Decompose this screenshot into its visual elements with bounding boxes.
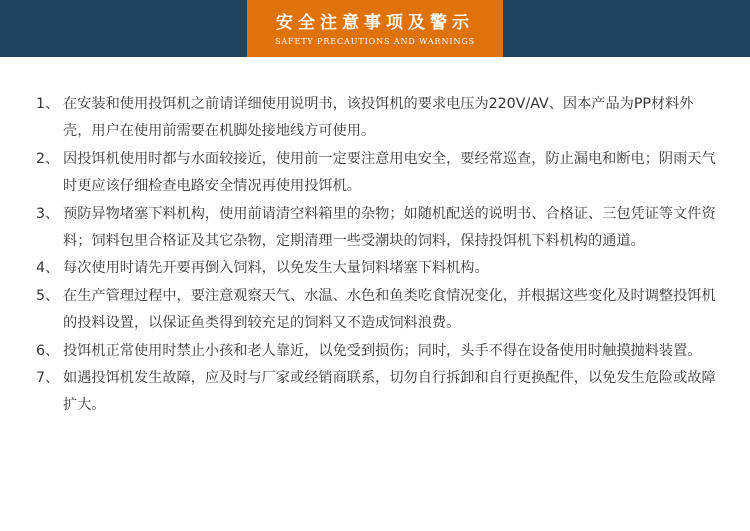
precaution-item bbox=[36, 365, 716, 420]
item-text: 在生产管理过程中，要注意观察天气、水温、水色和鱼类吃食情况变化，并根据这些变化及时调整投饵机的投料设置，以保证鱼类得到较充足的饲料又不造成饲料浪费。 bbox=[63, 287, 716, 332]
header-title-block bbox=[247, 0, 503, 57]
item-text: 在安装和使用投饵机之前请详细使用说明书，该投饵机的要求电压为220V/AV、因本产品为PP材料外壳，用户在使用前需要在机脚处接地线方可使用。 bbox=[63, 96, 694, 140]
precaution-item bbox=[36, 201, 716, 256]
header-title: 安全注意事项及警示 bbox=[276, 13, 474, 33]
item-number: 4、 bbox=[36, 260, 60, 277]
item-number: 3、 bbox=[36, 205, 60, 222]
precaution-item bbox=[36, 283, 716, 338]
item-number: 6、 bbox=[36, 342, 60, 359]
precaution-item bbox=[36, 338, 716, 365]
item-number: 5、 bbox=[36, 287, 60, 304]
precaution-item bbox=[36, 146, 716, 201]
precaution-item bbox=[36, 255, 716, 282]
item-text: 因投饵机使用时都与水面较接近，使用前一定要注意用电安全，要经常巡查，防止漏电和断电；阴雨天气时更应该仔细检查电路安全情况再使用投饵机。 bbox=[63, 150, 716, 195]
item-text: 如遇投饵机发生故障，应及时与厂家或经销商联系，切勿自行拆卸和自行更换配件，以免发生危险或故障扩大。 bbox=[63, 370, 716, 414]
item-text: 投饵机正常使用时禁止小孩和老人靠近，以免受到损伤；同时，头手不得在设备使用时触摸抛料装置。 bbox=[63, 342, 702, 359]
precautions-list bbox=[36, 91, 716, 420]
header-subtitle: SAFETY PRECAUTIONS AND WARNINGS bbox=[274, 37, 476, 46]
item-text: 每次使用时请先开要再倒入饲料，以免发生大量饲料堵塞下料机构。 bbox=[63, 260, 489, 277]
header-banner bbox=[0, 0, 750, 57]
item-number: 7、 bbox=[36, 370, 60, 387]
item-number: 1、 bbox=[36, 96, 60, 112]
item-number: 2、 bbox=[36, 150, 60, 167]
precaution-item bbox=[36, 91, 716, 146]
item-text: 预防异物堵塞下料机构，使用前请清空料箱里的杂物；如随机配送的说明书、合格证、三包凭证等文件资料；饲料包里合格证及其它杂物，定期清理一些受潮块的饲料，保持投饵机下料机构的通道。 bbox=[63, 205, 716, 250]
